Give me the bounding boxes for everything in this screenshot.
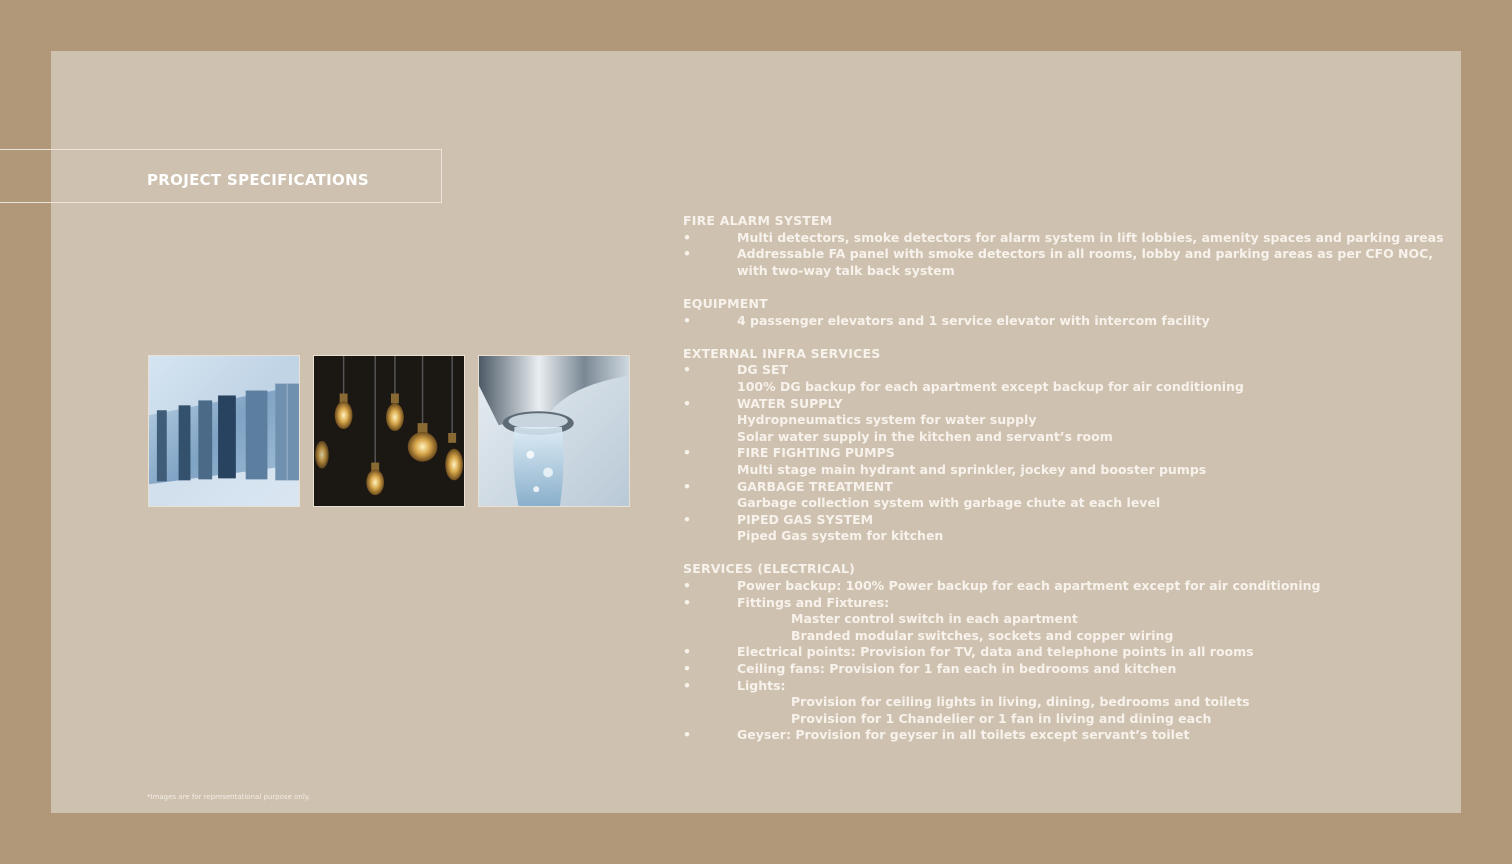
bullet: • xyxy=(683,246,691,262)
bullet: • xyxy=(683,478,691,494)
bullet: • xyxy=(683,594,691,610)
list-item-text: Power backup: 100% Power backup for each apartment except for air conditioning xyxy=(737,578,1321,594)
list-item xyxy=(683,362,1473,395)
list-item xyxy=(683,678,1473,695)
list-item-text: 100% DG backup for each apartment except backup for air conditioning xyxy=(737,378,1244,394)
list-item xyxy=(683,479,1473,512)
electrical-heading: SERVICES (ELECTRICAL) xyxy=(683,561,856,577)
bullet: • xyxy=(683,644,691,660)
elevator-image xyxy=(148,355,300,507)
list-item xyxy=(683,230,1473,247)
specifications-list xyxy=(683,213,1473,744)
bulbs-image xyxy=(313,355,465,507)
list-item-text: Geyser: Provision for geyser in all toilets except servant’s toilet xyxy=(737,727,1190,743)
bullet: • xyxy=(683,312,691,328)
bullet: • xyxy=(683,445,691,461)
list-item xyxy=(683,396,1473,446)
bullet: • xyxy=(683,395,691,411)
subheading: WATER SUPPLY xyxy=(737,395,843,411)
list-subitem xyxy=(683,694,1473,727)
bullet: • xyxy=(683,578,691,594)
bullet: • xyxy=(683,362,691,378)
list-item xyxy=(683,578,1473,595)
list-item-text: Branded modular switches, sockets and copper wiring xyxy=(791,627,1174,643)
list-item-text: Lights: xyxy=(737,677,786,693)
subheading: PIPED GAS SYSTEM xyxy=(737,511,874,527)
list-item xyxy=(683,661,1473,678)
list-item-text: Multi detectors, smoke detectors for alarm system in lift lobbies, amenity spaces and parking areas xyxy=(737,229,1444,245)
list-item-text: Master control switch in each apartment xyxy=(791,611,1078,627)
fire-alarm-heading: FIRE ALARM SYSTEM xyxy=(683,213,833,228)
list-item-text: Addressable FA panel with smoke detectors in all rooms, lobby and parking areas as per CFO NOC, xyxy=(737,246,1434,262)
equipment-heading: EQUIPMENT xyxy=(683,295,768,311)
bullet: • xyxy=(683,511,691,527)
list-item xyxy=(683,595,1473,612)
list-item xyxy=(683,512,1473,545)
list-item-text: Garbage collection system with garbage chute at each level xyxy=(737,495,1161,511)
bullet: • xyxy=(683,677,691,693)
list-item xyxy=(683,246,1473,279)
list-item-text: Electrical points: Provision for TV, data and telephone points in all rooms xyxy=(737,644,1254,660)
list-item-text: Piped Gas system for kitchen xyxy=(737,528,944,544)
list-item-text: with two-way talk back system xyxy=(737,262,955,278)
subheading: DG SET xyxy=(737,362,789,378)
subheading: FIRE FIGHTING PUMPS xyxy=(737,445,895,461)
list-item-text: Fittings and Fixtures: xyxy=(737,594,890,610)
subheading: GARBAGE TREATMENT xyxy=(737,478,893,494)
list-item xyxy=(683,313,1473,330)
list-item-text: Ceiling fans: Provision for 1 fan each in bedrooms and kitchen xyxy=(737,661,1177,677)
bullet: • xyxy=(683,229,691,245)
water-tap-image xyxy=(478,355,630,507)
image-disclaimer: *Images are for representational purpose only. xyxy=(147,793,311,801)
list-subitem xyxy=(683,611,1473,644)
list-item-text: Provision for ceiling lights in living, dining, bedrooms and toilets xyxy=(791,694,1250,710)
list-item-text: Multi stage main hydrant and sprinkler, jockey and booster pumps xyxy=(737,461,1207,477)
bullet: • xyxy=(683,661,691,677)
page-title: PROJECT SPECIFICATIONS xyxy=(147,171,370,189)
list-item-text: Provision for 1 Chandelier or 1 fan in living and dining each xyxy=(791,710,1212,726)
list-item-text: 4 passenger elevators and 1 service elevator with intercom facility xyxy=(737,312,1210,328)
external-infra-heading: EXTERNAL INFRA SERVICES xyxy=(683,345,881,361)
bullet: • xyxy=(683,727,691,743)
list-item-text: Hydropneumatics system for water supply xyxy=(737,412,1037,428)
list-item xyxy=(683,644,1473,661)
list-item-text: Solar water supply in the kitchen and servant’s room xyxy=(737,428,1113,444)
list-item xyxy=(683,445,1473,478)
list-item xyxy=(683,727,1473,744)
